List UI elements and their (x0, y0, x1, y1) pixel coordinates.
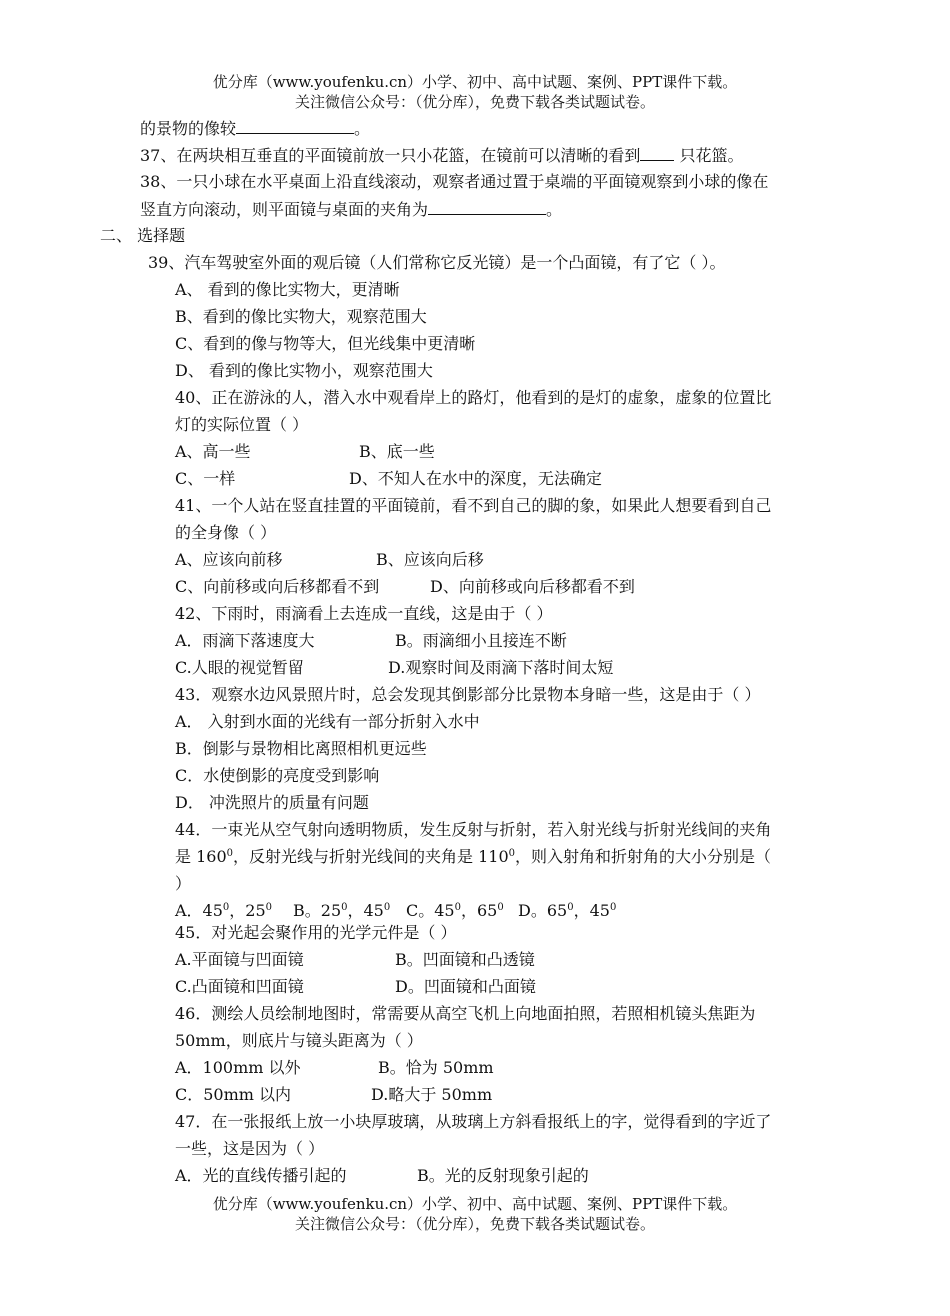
question-41-line-1: 41、一个人站在竖直挂置的平面镜前，看不到自己的脚的象，如果此人想要看到自己 (175, 496, 772, 515)
question-47-options-ab (175, 1165, 589, 1187)
question-43-option-d: D． 冲洗照片的质量有问题 (175, 793, 369, 812)
question-47-line-2: 一些，这是因为（ ） (175, 1139, 325, 1158)
option-b: B。雨滴细小且接连不断 (395, 631, 567, 650)
question-40-options-ab (175, 441, 435, 463)
answer-blank (236, 117, 354, 134)
question-46-line-1: 46．测绘人员绘制地图时，常需要从高空飞机上向地面拍照，若照相机镜头焦距为 (175, 1004, 756, 1023)
question-37: 37、在两块相互垂直的平面镜前放一只小花篮，在镜前可以清晰的看到 只花篮。 (140, 146, 744, 165)
question-41-line-2: 的全身像（ ） (175, 523, 277, 542)
question-45-options-ab (175, 949, 535, 971)
question-41-options-ab (175, 549, 484, 571)
option-d: D.观察时间及雨滴下落时间太短 (388, 658, 614, 677)
question-40-line-1: 40、正在游泳的人，潜入水中观看岸上的路灯，他看到的是灯的虚象，虚象的位置比 (175, 388, 772, 407)
degree-mark: 0 (508, 848, 516, 859)
question-46-options-ab (175, 1057, 494, 1079)
question-40-options-cd (175, 468, 602, 490)
option-b: B。光的反射现象引起的 (417, 1166, 589, 1185)
question-39-option-b: B、看到的像比实物大，观察范围大 (175, 307, 427, 326)
question-41-options-cd (175, 576, 635, 598)
question-46-options-cd (175, 1084, 492, 1106)
question-47-line-1: 47．在一张报纸上放一小块厚玻璃，从玻璃上方斜看报纸上的字，觉得看到的字近了 (175, 1112, 772, 1131)
question-39-option-d: D、 看到的像比实物小，观察范围大 (175, 361, 433, 380)
option-c: C。$45^0$，$65^0$ (406, 901, 504, 920)
degree-mark: 0 (226, 848, 234, 859)
question-43-option-a: A． 入射到水面的光线有一部分折射入水中 (175, 712, 480, 731)
fill-continuation: 的景物的像较 。 (140, 119, 371, 138)
option-a: A．$45^0$，$25^0$ (175, 901, 273, 920)
option-d: D.略大于 50mm (371, 1085, 493, 1104)
answer-blank (640, 144, 674, 161)
question-40-line-2: 灯的实际位置（ ） (175, 415, 309, 434)
question-44-options (175, 900, 616, 922)
section-heading-choice: 二、 选择题 (100, 226, 186, 245)
question-39-option-a: A、 看到的像比实物大，更清晰 (175, 280, 400, 299)
option-c: C.人眼的视觉暂留 (175, 658, 304, 677)
question-45-options-cd (175, 976, 536, 998)
page-footer-line-2: 关注微信公众号：（优分库），免费下载各类试题试卷。 (294, 1215, 655, 1233)
question-45-stem: 45．对光起会聚作用的光学元件是（ ） (175, 923, 457, 942)
option-d: D、向前移或向后移都看不到 (430, 577, 635, 596)
question-44-line-1: 44．一束光从空气射向透明物质，发生反射与折射，若入射光线与折射光线间的夹角 (175, 820, 772, 839)
option-a: A、高一些 (175, 442, 251, 461)
option-c: C、一样 (175, 469, 236, 488)
option-a: A、应该向前移 (175, 550, 283, 569)
page-header-line-2: 关注微信公众号：（优分库），免费下载各类试题试卷。 (294, 93, 655, 111)
question-43-stem: 43．观察水边风景照片时，总会发现其倒影部分比景物本身暗一些，这是由于（ ） (175, 685, 761, 704)
question-39-option-c: C、看到的像与物等大，但光线集中更清晰 (175, 334, 476, 353)
option-d: D、不知人在水中的深度，无法确定 (349, 469, 602, 488)
question-44-line-3: ） (175, 874, 192, 893)
question-39-stem: 39、汽车驾驶室外面的观后镜（人们常称它反光镜）是一个凸面镜，有了它（ ）。 (148, 253, 726, 272)
page-header-line-1: 优分库（www.youfenku.cn）小学、初中、高中试题、案例、PPT课件下载。 (212, 73, 738, 91)
question-46-line-2: 50mm，则底片与镜头距离为（ ） (175, 1031, 423, 1050)
option-b: B。恰为 50mm (378, 1058, 494, 1077)
option-c: C.凸面镜和凹面镜 (175, 977, 304, 996)
question-42-options-cd (175, 657, 613, 679)
option-b: B。$25^0$，$45^0$ (293, 901, 391, 920)
page-footer-line-1: 优分库（www.youfenku.cn）小学、初中、高中试题、案例、PPT课件下载。 (212, 1195, 738, 1213)
option-b: B、应该向后移 (376, 550, 484, 569)
question-43-option-c: C．水使倒影的亮度受到影响 (175, 766, 380, 785)
option-b: B。凹面镜和凸透镜 (395, 950, 535, 969)
question-42-stem: 42、下雨时，雨滴看上去连成一直线，这是由于（ ） (175, 604, 553, 623)
answer-blank (428, 198, 546, 215)
option-c: C、向前移或向后移都看不到 (175, 577, 380, 596)
question-42-options-ab (175, 630, 567, 652)
option-d: D。凹面镜和凸面镜 (395, 977, 536, 996)
question-38-line-1: 38、一只小球在水平桌面上沿直线滚动，观察者通过置于桌端的平面镜观察到小球的像在 (140, 172, 769, 191)
option-a: A.平面镜与凹面镜 (175, 950, 304, 969)
option-a: A．雨滴下落速度大 (175, 631, 315, 650)
option-a: A．光的直线传播引起的 (175, 1166, 347, 1185)
question-43-option-b: B．倒影与景物相比离照相机更远些 (175, 739, 427, 758)
question-38-line-2: 竖直方向滚动，则平面镜与桌面的夹角为 。 (140, 200, 563, 219)
option-c: C．50mm 以内 (175, 1085, 292, 1104)
question-44-line-2: 是 $160^0$，反射光线与折射光线间的夹角是 $110^0$，则入射角和折射角的大小分别是（ (175, 847, 772, 866)
option-d: D。$65^0$，$45^0$ (518, 901, 617, 920)
option-b: B、底一些 (359, 442, 435, 461)
option-a: A．100mm 以外 (175, 1058, 301, 1077)
